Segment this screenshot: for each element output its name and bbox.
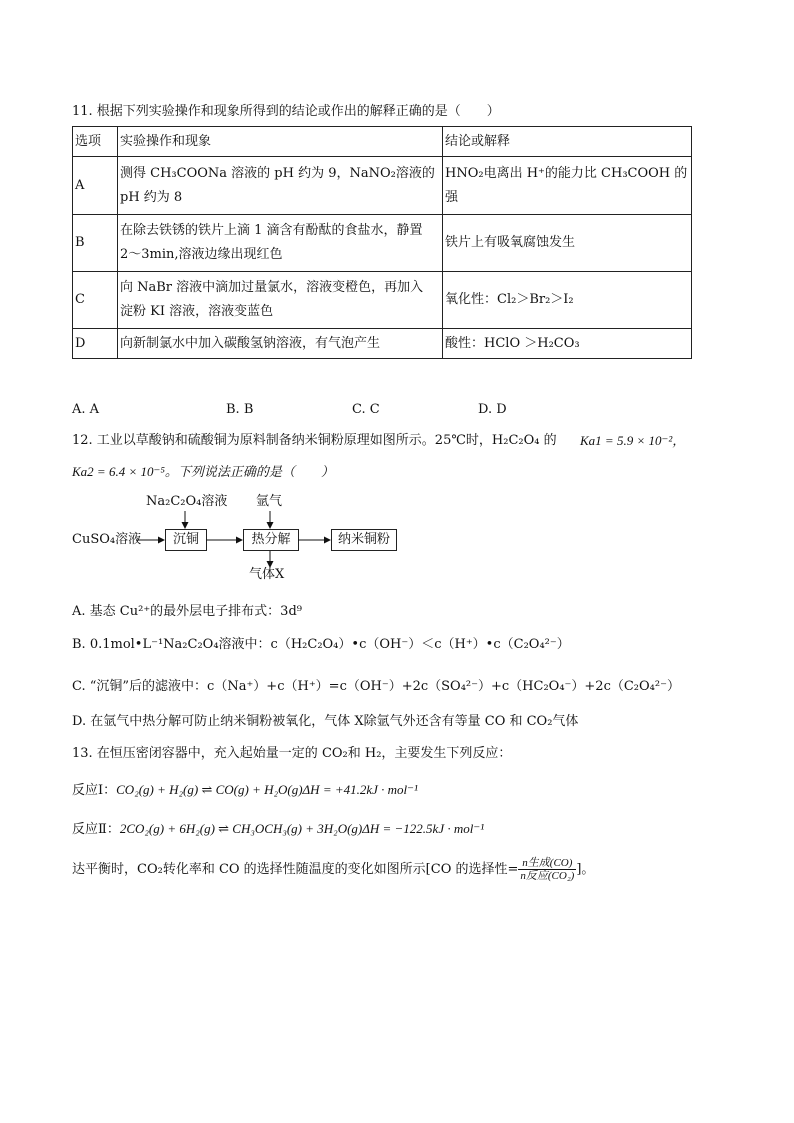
reaction-2-label: 反应Ⅱ： [72,822,120,837]
operation-line: 测得 CH₃COONa 溶液的 pH 约为 9，NaNO₂溶液的 [120,165,435,181]
q11-stem: 11. 根据下列实验操作和现象所得到的结论或作出的解释正确的是（ ） [72,104,500,119]
row-option: B [73,215,118,272]
q13-tail [72,856,594,884]
q12-option-b: B. 0.1mol•L⁻¹Na₂C₂O₄溶液中：c（H₂C₂O₄）•c（OH⁻）＜c（H⁺）•c（C₂O₄²⁻） [72,637,570,652]
row-option: C [73,272,118,329]
reaction-1-equation: CO₂(g) + H₂(g) ⇌ CO(g) + H₂O(g)ΔH = +41.2kJ · mol⁻¹ [116,782,418,797]
choice-b: B. B [226,402,254,417]
header-operation: 实验操作和现象 [118,127,443,157]
choice-a: A. A [72,402,100,417]
header-option: 选项 [73,127,118,157]
fraction-numerator: n生成(CO) [518,857,576,870]
row-option: D [73,329,118,359]
reaction-1-label: 反应Ⅰ： [72,783,117,798]
operation-line: 2～3min,溶液边缘出现红色 [120,247,283,262]
flow-start-cuso4: CuSO₄溶液 [72,532,142,547]
row-option: A [73,157,118,215]
q12-ka1: Ka1 = 5.9 × 10⁻²， [580,433,686,448]
choice-d: D. D [478,402,507,417]
selectivity-fraction [518,857,576,882]
row-conclusion: 酸性：HClO ＞H₂CO₃ [443,329,692,359]
tail-text: 达平衡时，CO₂转化率和 CO 的选择性随温度的变化如图所示[CO 的选择性= [72,862,519,877]
row-operation: 向新制氯水中加入碳酸氢钠溶液，有气泡产生 [118,329,443,359]
q13-stem: 13. 在恒压密闭容器中，充入起始量一定的 CO₂和 H₂，主要发生下列反应： [72,746,512,761]
conclusion-line: HNO₂电离出 H⁺的能力比 CH₃COOH 的 [445,165,688,181]
reaction-2-equation: 2CO₂(g) + 6H₂(g) ⇌ CH₃OCH₃(g) + 3H₂O(g)ΔH = −122.5kJ · mol⁻¹ [119,821,485,836]
row-conclusion: 铁片上有吸氧腐蚀发生 [443,215,692,272]
conclusion-line: 强 [445,189,459,205]
q12-ka2: Ka2 = 6.4 × 10⁻⁵。下列说法正确的是（ ） [72,464,334,479]
operation-line: pH 约为 8 [120,189,183,205]
flow-box-precipitate: 沉铜 [165,529,207,551]
flow-input-oxalate: Na₂C₂O₄溶液 [146,494,228,509]
row-conclusion: 氧化性：Cl₂＞Br₂＞I₂ [443,272,692,329]
operation-line: 向 NaBr 溶液中滴加过量氯水，溶液变橙色，再加入 [120,280,424,295]
flow-box-decompose: 热分解 [243,529,299,551]
operation-line: 淀粉 KI 溶液，溶液变蓝色 [120,304,274,319]
q13-reaction-2 [72,821,484,838]
flow-box-nano-copper: 纳米铜粉 [331,529,397,551]
q12-option-c: C. “沉铜”后的滤液中：c（Na⁺）+c（H⁺）=c（OH⁻）+2c（SO₄²⁻）+c（HC₂O₄⁻）+2c（C₂O₄²⁻） [72,679,680,694]
choice-c: C. C [352,402,380,417]
q12-option-a: A. 基态 Cu²⁺的最外层电子排布式：3d⁹ [72,604,302,619]
q13-reaction-1 [72,782,418,799]
flow-output-gas-x: 气体X [249,567,285,582]
header-conclusion: 结论或解释 [443,127,692,157]
operation-line: 在除去铁锈的铁片上滴 1 滴含有酚酞的食盐水，静置 [120,223,423,238]
q12-stem: 12. 工业以草酸钠和硫酸铜为原料制备纳米铜粉原理如图所示。25℃时，H₂C₂O₄ 的 [72,433,557,448]
flow-input-argon: 氩气 [256,494,283,509]
tail-end: ]。 [576,862,595,877]
fraction-denominator: n反应(CO₂) [520,870,575,882]
q12-option-d: D. 在氩气中热分解可防止纳米铜粉被氧化，气体 X除氩气外还含有等量 CO 和 CO₂气体 [72,714,579,729]
